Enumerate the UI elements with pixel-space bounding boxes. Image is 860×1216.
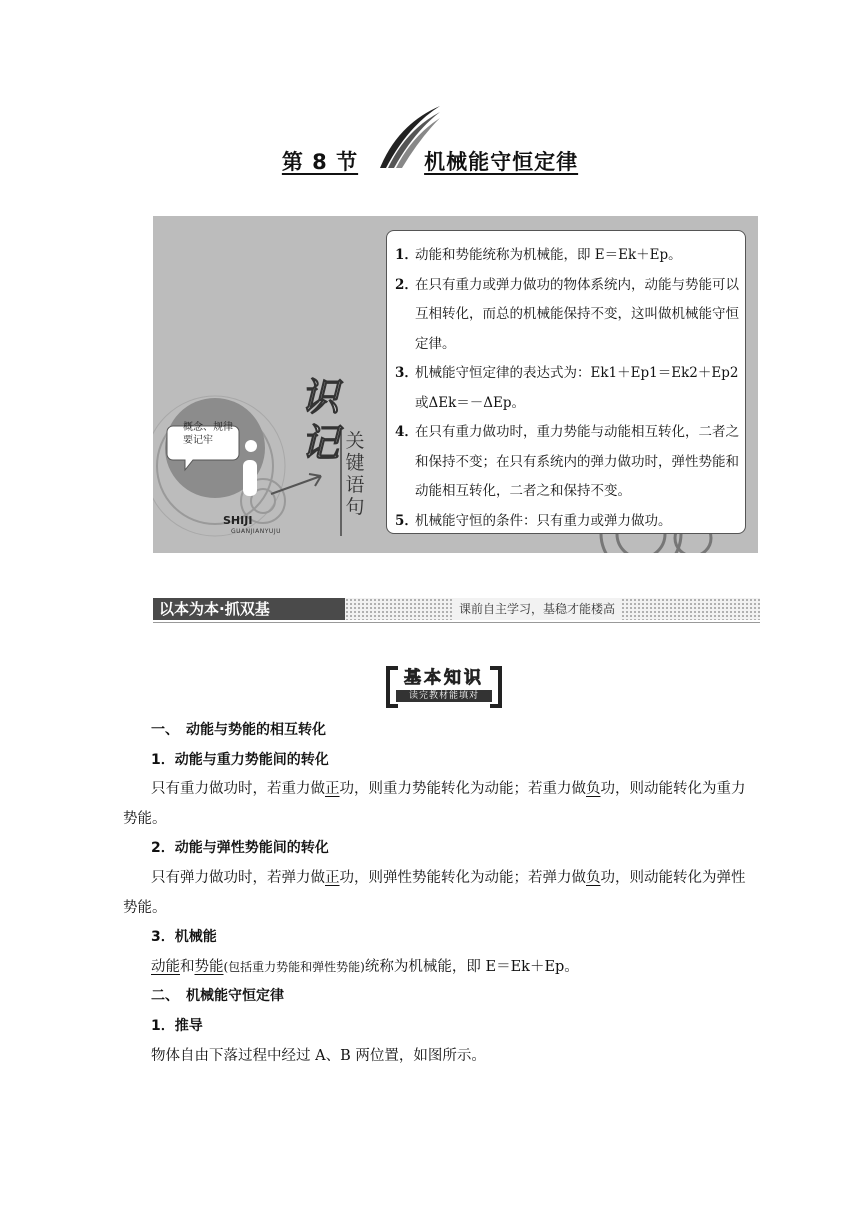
key-point-text: 机械能守恒的条件：只有重力或弹力做功。 [415,512,672,529]
memo-heading-1: 识 [301,375,340,419]
heading-level-1: 二、 机械能守恒定律 [151,988,284,1005]
section-bar-rule [153,622,760,623]
section-bar-label: 以本为本·抓双基 [153,598,345,620]
heading-level-1: 一、 动能与势能的相互转化 [151,722,326,738]
answer-blank: 正 [325,869,340,886]
paragraph: 动能和势能(包括重力势能和弹性势能)统称为机械能，即 E＝Ek＋Ep。 [151,958,579,975]
section-label: 第 8 节 [281,150,359,174]
key-point: 2． 在只有重力或弹力做功的物体系统内，动能与势能可以互相转化，而总的机械能保持不变，这叫做机械能守恒定律。 [395,271,739,360]
section-bar-subtitle: 课前自主学习，基稳才能楼高 [453,598,621,620]
answer-blank: 负 [586,869,601,886]
key-point: 5． 机械能守恒的条件：只有重力或弹力做功。 [395,507,739,537]
bubble-text [183,421,233,447]
heading-level-2: 3．机械能 [151,929,217,946]
heading-level-2: 1．动能与重力势能间的转化 [151,751,329,768]
brand-label: SHIJI [223,514,253,527]
key-point: 4． 在只有重力做功时，重力势能与动能相互转化，二者之和保持不变；在只有系统内的弹力做功时，弹性势能和动能相互转化，二者之和保持不变。 [395,418,739,507]
paragraph: 只有重力做功时，若重力做正功，则重力势能转化为动能；若重力做负功，则动能转化为重力势能。 [123,781,746,827]
chapter-title: 机械能守恒定律 [424,150,579,174]
heading-level-2: 1．推导 [151,1017,203,1034]
brand-sublabel: GUANJIANYUJU [231,528,281,535]
answer-blank: 势能 [194,958,224,975]
key-point-text: 在只有重力或弹力做功的物体系统内，动能与势能可以互相转化，而总的机械能保持不变，这叫做机械能守恒定律。 [415,276,739,352]
memo-heading-2: 记 [301,421,340,465]
knowledge-label-box [386,666,502,708]
bubble-line-1: 概念、规律 [183,422,233,433]
answer-blank: 动能 [151,958,180,975]
key-point: 3． 机械能守恒定律的表达式为：Ek1＋Ep1＝Ek2＋Ep2或ΔEk＝－ΔEp。 [395,359,739,418]
paragraph: 只有弹力做功时，若弹力做正功，则弹性势能转化为动能；若弹力做负功，则动能转化为弹性势能。 [123,869,746,916]
knowledge-subtitle: 读完教材能填对 [396,690,492,702]
answer-blank: 正 [325,781,340,798]
lesson-content [123,716,748,1071]
section-bar [153,598,760,620]
key-point-text: 动能和势能统称为机械能，即 E＝Ek＋Ep。 [415,247,682,263]
key-points-box [386,230,746,534]
key-statements-banner [153,216,758,553]
page-title [0,146,860,176]
key-point: 1． 动能和势能统称为机械能，即 E＝Ek＋Ep。 [395,241,739,271]
answer-blank: 负 [586,781,601,798]
memo-side-label: 关键语句 [345,430,365,518]
key-point-text: 在只有重力做功时，重力势能与动能相互转化，二者之和保持不变；在只有系统内的弹力做功时，弹性势能和动能相互转化，二者之和保持不变。 [415,424,739,499]
key-point-text: 机械能守恒定律的表达式为：Ek1＋Ep1＝Ek2＋Ep2或ΔEk＝－ΔEp。 [415,365,739,411]
paragraph: 物体自由下落过程中经过 A、B 两位置，如图所示。 [151,1047,486,1064]
knowledge-title: 基本知识 [404,668,484,688]
heading-level-2: 2．动能与弹性势能间的转化 [151,840,329,857]
bubble-line-2: 要记牢 [183,435,213,446]
